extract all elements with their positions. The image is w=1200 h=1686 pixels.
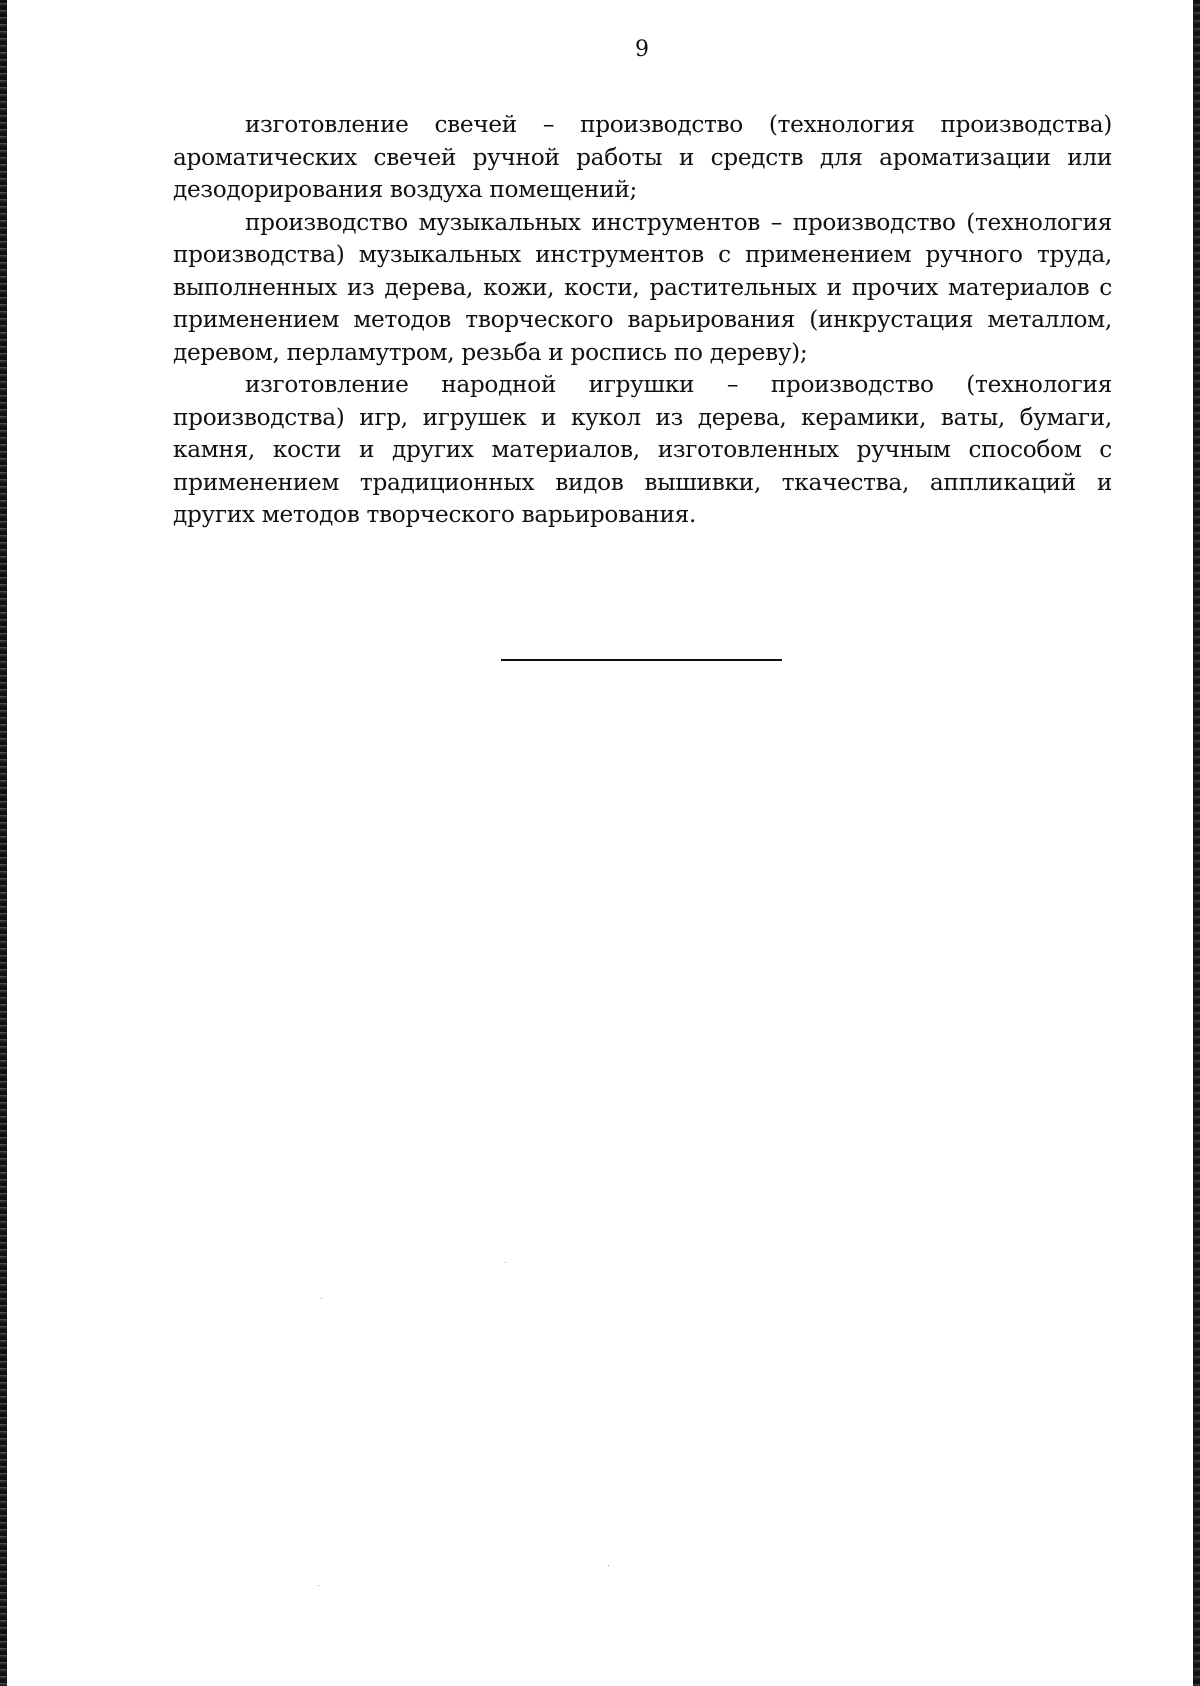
scan-speck: [608, 1565, 609, 1566]
scan-border-left: [0, 0, 7, 1686]
page-number: 9: [635, 37, 649, 62]
scan-border-right: [1193, 0, 1200, 1686]
document-body: [173, 109, 1112, 532]
scan-speck: [318, 1585, 319, 1586]
scan-speck: [505, 1262, 506, 1263]
scan-speck: [321, 1298, 322, 1299]
paragraph-candle-making: изготовление свечей – производство (технология производства) ароматических свечей ручной работы и средств для ароматизации или дезодорирования воздуха помещений;: [173, 111, 1112, 203]
paragraph-folk-toys: изготовление народной игрушки – производство (технология производства) игр, игрушек и кукол из дерева, керамики, ваты, бумаги, камня, кости и других материалов, изготовленных ручным способом с применением традиционных видов вышивки, ткачества, аппликаций и других методов творческого варьирования.: [173, 371, 1112, 528]
paragraph-musical-instruments: производство музыкальных инструментов – производство (технология производства) музыкальных инструментов с применением ручного труда, выполненных из дерева, кожи, кости, растительных и прочих материалов с применением методов творческого варьирования (инкрустация металлом, деревом, перламутром, резьба и роспись по дереву);: [173, 208, 1112, 366]
end-separator-line: [501, 659, 782, 661]
